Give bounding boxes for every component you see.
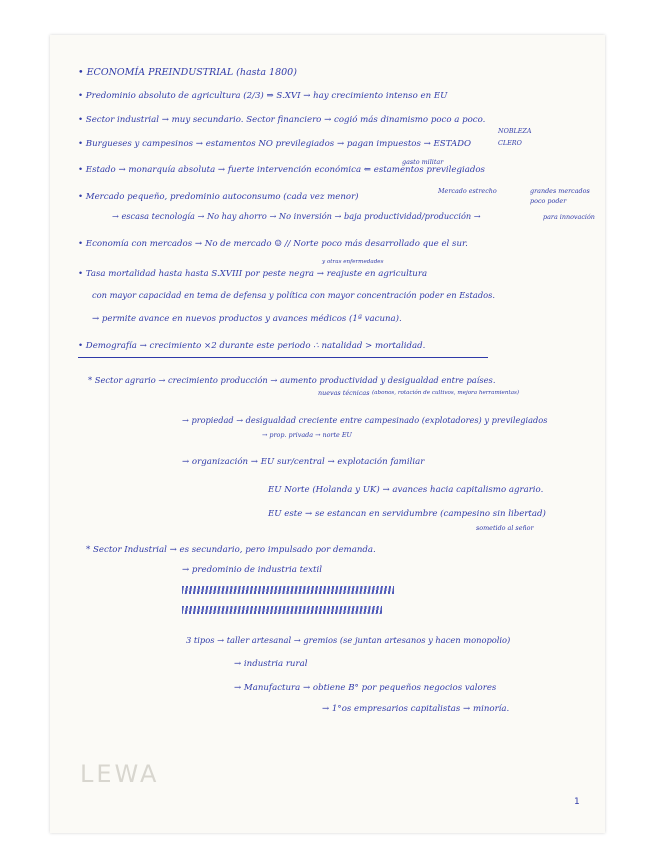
side-note: para innovación	[543, 213, 595, 221]
crossed-out-line	[182, 606, 382, 614]
note-line: • Estado → monarquía absoluta → fuerte intervención económica ⇐ estamentos previlegiados	[78, 165, 485, 175]
note-line: • Mercado pequeño, predominio autoconsumo (cada vez menor)	[78, 192, 359, 202]
side-note: poco poder	[530, 197, 567, 205]
note-line: → predominio de industria textil	[182, 565, 322, 575]
side-note: y otras enfermedades	[322, 259, 384, 265]
side-note: gasto militar	[402, 158, 444, 166]
side-note: nuevas técnicas	[318, 389, 370, 397]
note-line: • Predominio absoluto de agricultura (2/3) ⇒ S.XVI → hay crecimiento intenso en EU	[78, 91, 448, 101]
page-number: 1	[574, 797, 580, 807]
note-line: EU Norte (Holanda y UK) → avances hacia capitalismo agrario.	[268, 485, 544, 495]
note-line: • Economía con mercados → No de mercado ☺ // Norte poco más desarrollado que el sur.	[78, 239, 468, 249]
note-title: • ECONOMÍA PREINDUSTRIAL (hasta 1800)	[78, 67, 297, 78]
note-line: → permite avance en nuevos productos y avances médicos (1ª vacuna).	[92, 314, 402, 324]
note-line: → escasa tecnología → No hay ahorro → No inversión → baja productividad/producción →	[112, 211, 481, 221]
note-line: * Sector Industrial → es secundario, pero impulsado por demanda.	[86, 545, 376, 555]
note-line: con mayor capacidad en tema de defensa y política con mayor concentración poder en Estados.	[92, 290, 496, 300]
note-line: * Sector agrario → crecimiento producción → aumento productividad y desigualdad entre países.	[88, 375, 496, 385]
note-line: 3 tipos → taller artesanal → gremios (se juntan artesanos y hacen monopolio)	[186, 635, 511, 645]
note-line: → prop. privada → norte EU	[262, 431, 352, 439]
note-line: EU este → se estancan en servidumbre (campesino sin libertad)	[268, 509, 546, 519]
note-line: sometido al señor	[476, 524, 534, 532]
note-line: • Tasa mortalidad hasta hasta S.XVIII por peste negra → reajuste en agricultura	[78, 269, 428, 279]
note-line: → organización → EU sur/central → explotación familiar	[182, 457, 425, 467]
crossed-out-line	[182, 586, 394, 594]
side-note: CLERO	[498, 139, 522, 147]
note-line: • Burgueses y campesinos → estamentos NO previlegiados → pagan impuestos → ESTADO	[78, 139, 472, 149]
side-note: Mercado estrecho	[438, 187, 497, 195]
section-divider	[78, 357, 488, 358]
note-line: → 1°os empresarios capitalistas → minoría.	[322, 704, 510, 714]
note-line: → industria rural	[234, 659, 308, 669]
side-note: (abonos, rotación de cultivos, mejora herramientas)	[372, 390, 520, 396]
note-line: • Sector industrial → muy secundario. Sector financiero → cogió más dinamismo poco a poco.	[78, 115, 486, 125]
note-line: → Manufactura → obtiene B° por pequeños negocios valores	[234, 683, 497, 693]
side-note: NOBLEZA	[498, 127, 532, 135]
note-line: → propiedad → desigualdad creciente entre campesinado (explotadores) y previlegiados	[182, 415, 548, 425]
side-note: grandes mercados	[530, 187, 590, 195]
note-line: • Demografía → crecimiento ×2 durante este periodo ∴ natalidad > mortalidad.	[78, 341, 426, 351]
bleed-through-text: LEWA	[80, 760, 160, 788]
